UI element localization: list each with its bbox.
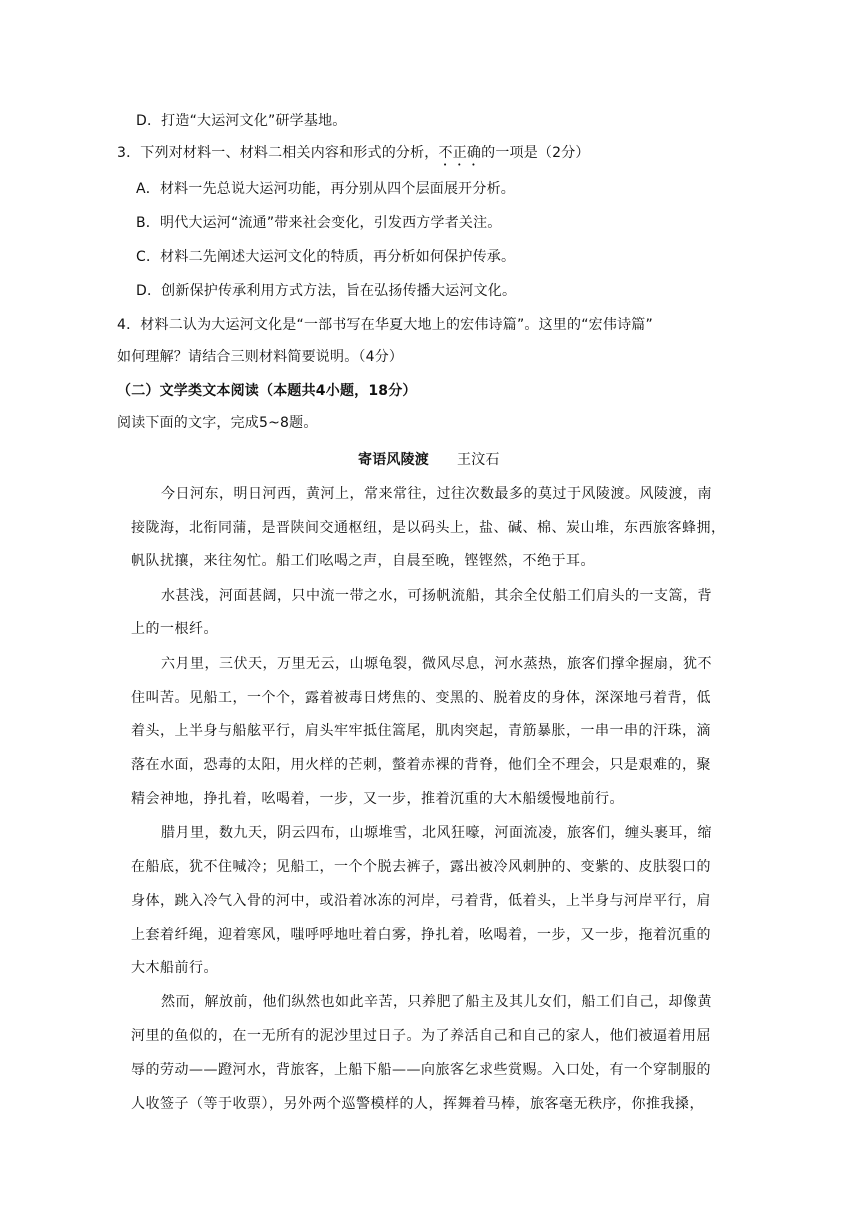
q4-line-1: 4．材料二认为大运河文化是“一部书写在华夏大地上的宏伟诗篇”。这里的“宏伟诗篇” — [117, 317, 653, 333]
article-p3-line2: 住叫苦。见船工，一个个，露着被毒日烤焦的、变黑的、脱着皮的身体，深深地弓着背，低 — [131, 690, 711, 706]
article-p3-line5: 精会神地，挣扎着，吆喝着，一步，又一步，推着沉重的大木船缓慢地前行。 — [131, 791, 624, 807]
article-p1-line3: 帆队扰攘，来往匆忙。船工们吆喝之声，自晨至晚，铿铿然，不绝于耳。 — [131, 553, 595, 569]
article-p3-line1: 六月里，三伏天，万里无云，山塬龟裂，微风尽息，河水蒸热，旅客们撑伞握扇，犹不 — [161, 656, 712, 672]
article-p1-line2: 接陇海，北衔同蒲，是晋陕间交通枢纽，是以码头上，盐、碱、棉、炭山堆，东西旅客蜂拥， — [131, 520, 726, 536]
article-p5-line4: 人收签子（等于收票），另外两个巡警模样的人，挥舞着马棒，旅客毫无秩序，你推我搡， — [131, 1096, 704, 1112]
article-p2-line1: 水甚浅，河面甚阔，只中流一带之水，可扬帆流船，其余全仗船工们肩头的一支篙，背 — [161, 588, 712, 604]
q3-option-d: D．创新保护传承利用方式方法，旨在弘扬传播大运河文化。 — [136, 283, 517, 299]
article-p3-line3: 着头，上半身与船舷平行，肩头牢牢抵住篙尾，肌肉突起，青筋暴胀，一串一串的汗珠，滴 — [131, 723, 711, 739]
q3-stem-before: 3．下列对材料一、材料二相关内容和形式的分析， — [117, 145, 439, 161]
section2-instruction: 阅读下面的文字，完成5~8题。 — [117, 415, 318, 431]
article-p3-line4: 落在水面，恐毒的太阳，用火样的芒刺，螫着赤裸的背脊，他们全不理会，只是艰难的，聚 — [131, 757, 711, 773]
q3-stem — [117, 143, 590, 169]
q2-option-d: D．打造“大运河文化”研学基地。 — [136, 113, 347, 129]
article-p2-line2: 上的一根纤。 — [131, 621, 218, 637]
article-p4-line1: 腊月里，数九天，阴云四布，山塬堆雪，北风狂嚎，河面流凌，旅客们，缠头裹耳，缩 — [161, 825, 712, 841]
article-p5-line2: 河里的鱼似的，在一无所有的泥沙里过日子。为了养活自己和自己的家人，他们被逼着用屈 — [131, 1028, 711, 1044]
article-title: 寄语风陵渡 — [358, 452, 429, 468]
section2-heading: （二）文学类文本阅读（本题共4小题，18分） — [117, 383, 417, 399]
article-p4-line3: 身体，跳入冷气入骨的河中，或沿着冰冻的河岸，弓着背，低着头，上半身与河岸平行，肩 — [131, 893, 711, 909]
q3-option-b: B．明代大运河“流通”带来社会变化，引发西方学者关注。 — [136, 215, 502, 231]
q3-option-c: C．材料二先阐述大运河文化的特质，再分析如何保护传承。 — [136, 249, 516, 265]
q3-option-a: A．材料一先总说大运河功能，再分别从四个层面展开分析。 — [136, 181, 515, 197]
q3-stem-after: 的一项是（2分） — [481, 145, 590, 161]
article-p4-line4: 上套着纤绳，迎着寒风，嗤呼呼地吐着白雾，挣扎着，吆喝着，一步，又一步，拖着沉重的 — [131, 927, 711, 943]
q4-line-2: 如何理解？请结合三则材料简要说明。（4分） — [117, 349, 404, 365]
article-author: 王汶石 — [457, 452, 500, 468]
q3-stem-emphasis: 不正确 — [438, 145, 482, 161]
article-p5-line3: 辱的劳动——蹬河水，背旅客，上船下船——向旅客乞求些赏赐。入口处，有一个穿制服的 — [131, 1062, 711, 1078]
article-p1-line1: 今日河东，明日河西，黄河上，常来常往，过往次数最多的莫过于风陵渡。风陵渡，南 — [161, 486, 712, 502]
article-p5-line1: 然而，解放前，他们纵然也如此辛苦，只养肥了船主及其儿女们，船工们自己，却像黄 — [161, 994, 712, 1010]
article-p4-line2: 在船底，犹不住喊冷；见船工，一个个脱去裤子，露出被冷风刺肿的、变紫的、皮肤裂口的 — [131, 859, 711, 875]
article-p4-line5: 大木船前行。 — [131, 960, 218, 976]
